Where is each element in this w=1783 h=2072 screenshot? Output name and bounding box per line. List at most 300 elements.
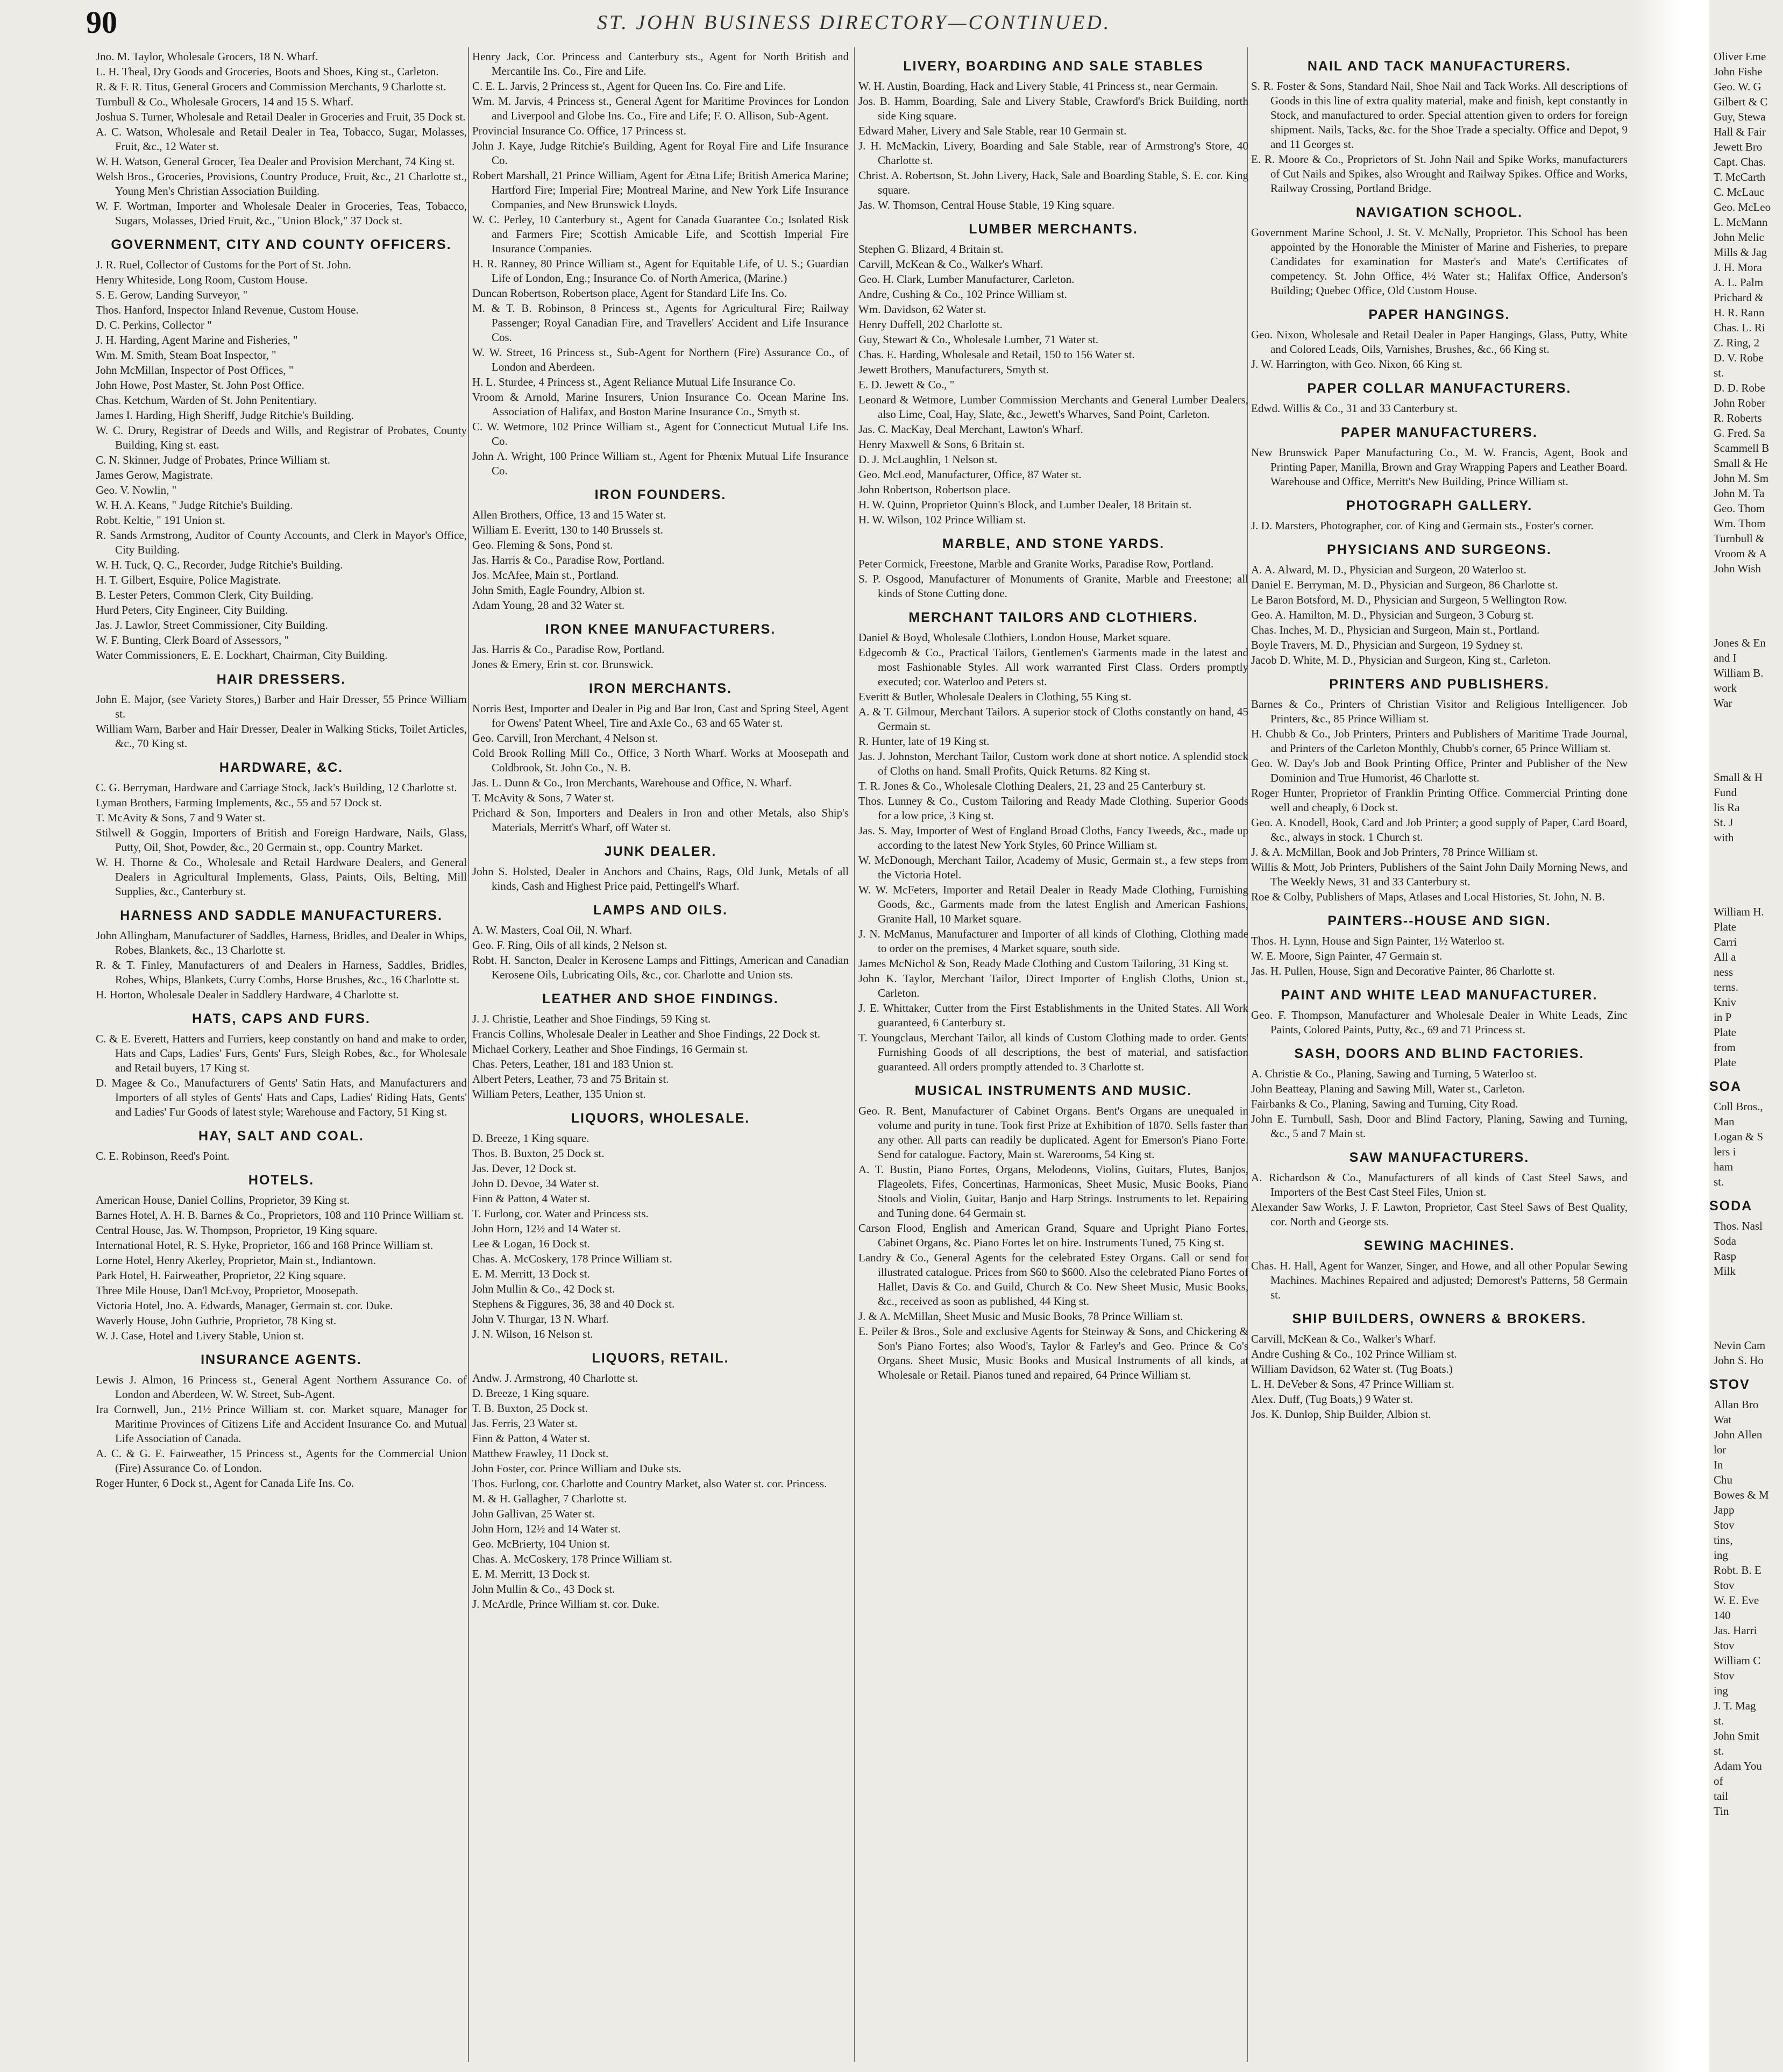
directory-entry: John V. Thurgar, 13 N. Wharf. bbox=[472, 1312, 609, 1325]
directory-entry: lers i bbox=[1714, 1145, 1736, 1158]
directory-entry: Man bbox=[1714, 1115, 1735, 1128]
directory-entry: Turnbull & Co., Wholesale Grocers, 14 and 15 S. Wharf. bbox=[96, 95, 354, 108]
directory-entry: Chu bbox=[1714, 1473, 1733, 1486]
directory-entry: Fairbanks & Co., Planing, Sawing and Turning, City Road. bbox=[1251, 1097, 1518, 1110]
directory-entry: C. E. Robinson, Reed's Point. bbox=[96, 1149, 230, 1162]
directory-entry: W. H. Thorne & Co., Wholesale and Retail Hardware Dealers, and General Dealers in Agricultural Implements, Glass, Paints, Oils, Belting, Mill Supplies, &c., Canterbury st. bbox=[96, 856, 467, 898]
directory-entry: Alexander Saw Works, J. F. Lawton, Proprietor, Cast Steel Saws of Best Quality, cor. North and George sts. bbox=[1251, 1201, 1628, 1228]
directory-entry: Chas. H. Hall, Agent for Wanzer, Singer, and Howe, and all other Popular Sewing Machines. Machines Repaired and adjusted; Demorest's Patterns, 58 Germain st. bbox=[1251, 1259, 1628, 1301]
directory-entry: D. Breeze, 1 King square. bbox=[472, 1132, 589, 1145]
section-heading: SASH, DOORS AND BLIND FACTORIES. bbox=[1294, 1046, 1585, 1061]
directory-entry: Duncan Robertson, Robertson place, Agent for Standard Life Ins. Co. bbox=[472, 287, 787, 300]
directory-entry: Leonard & Wetmore, Lumber Commission Merchants and General Lumber Dealers, also Lime, Coal, Hay, Slate, &c., Jewett's Wharves, Sand Point, Carleton. bbox=[858, 393, 1248, 421]
directory-entry: Chas. L. Ri bbox=[1714, 321, 1765, 334]
directory-entry: John K. Taylor, Merchant Tailor, Direct Importer of English Cloths, Union st., Carleton. bbox=[858, 972, 1248, 999]
directory-entry: W. J. Case, Hotel and Livery Stable, Union st. bbox=[96, 1329, 304, 1342]
directory-entry: Lee & Logan, 16 Dock st. bbox=[472, 1237, 590, 1250]
directory-entry: Allan Bro bbox=[1714, 1398, 1759, 1411]
column-2 bbox=[472, 49, 849, 2061]
section-heading: IRON MERCHANTS. bbox=[588, 681, 733, 696]
section-heading: IRON FOUNDERS. bbox=[594, 487, 727, 502]
directory-entry: st. bbox=[1714, 1744, 1724, 1757]
section-heading: LIVERY, BOARDING AND SALE STABLES bbox=[903, 59, 1204, 74]
directory-entry: Daniel & Boyd, Wholesale Clothiers, London House, Market square. bbox=[858, 631, 1171, 644]
directory-entry: A. T. Bustin, Piano Fortes, Organs, Melodeons, Violins, Guitars, Flutes, Banjos, Flageolets, Fifes, Concertinas, Harmonicas, Sheet Music, Music Books, Piano Stools and Violin, Guitar, Banjo and Harp Strings. Instruments to let. Repairing and Tuning done. 64 Germain st. bbox=[858, 1163, 1248, 1219]
directory-entry: R. Hunter, late of 19 King st. bbox=[858, 735, 990, 748]
section-heading: LIQUORS, WHOLESALE. bbox=[571, 1111, 750, 1126]
section-heading: PAINTERS--HOUSE AND SIGN. bbox=[1327, 913, 1551, 928]
directory-entry: Thos. Lunney & Co., Custom Tailoring and Ready Made Clothing. Superior Goods for a low price, 3 King st. bbox=[858, 794, 1248, 822]
directory-entry: Wat bbox=[1714, 1413, 1732, 1426]
directory-entry: H. W. Wilson, 102 Prince William st. bbox=[858, 513, 1026, 526]
directory-entry: Lyman Brothers, Farming Implements, &c., 55 and 57 Dock st. bbox=[96, 796, 382, 809]
directory-entry: John E. Turnbull, Sash, Door and Blind Factory, Planing, Sawing and Turning, &c., 5 and 7 Main st. bbox=[1251, 1112, 1628, 1140]
directory-entry: W. McDonough, Merchant Tailor, Academy of Music, Germain st., a few steps from the Victoria Hotel. bbox=[858, 854, 1248, 881]
directory-entry: ing bbox=[1714, 1549, 1728, 1562]
directory-entry: Chas. Inches, M. D., Physician and Surgeon, Main st., Portland. bbox=[1251, 623, 1540, 636]
directory-entry: William C bbox=[1714, 1654, 1761, 1667]
directory-entry: R. & T. Finley, Manufacturers of and Dealers in Harness, Saddles, Bridles, Robes, Whips, Blankets, Curry Combs, Horse Brushes, &c., 16 Charlotte st. bbox=[96, 959, 467, 986]
directory-entry: Thos. B. Buxton, 25 Dock st. bbox=[472, 1147, 605, 1160]
directory-entry: Thos. Hanford, Inspector Inland Revenue, Custom House. bbox=[96, 303, 359, 316]
directory-entry: A. C. & G. E. Fairweather, 15 Princess st., Agents for the Commercial Union (Fire) Assurance Co. of London. bbox=[96, 1447, 467, 1474]
directory-entry: H. R. Rann bbox=[1714, 306, 1765, 319]
directory-entry: A. W. Masters, Coal Oil, N. Wharf. bbox=[472, 924, 633, 936]
directory-entry: Guy, Stewart & Co., Wholesale Lumber, 71 Water st. bbox=[858, 333, 1099, 346]
directory-entry: Capt. Chas. bbox=[1714, 155, 1766, 168]
directory-entry: T. Furlong, cor. Water and Princess sts. bbox=[472, 1207, 649, 1220]
directory-entry: terns. bbox=[1714, 981, 1739, 994]
directory-entry: In bbox=[1714, 1458, 1723, 1471]
directory-entry: John Rober bbox=[1714, 396, 1766, 409]
section-heading: PAINT AND WHITE LEAD MANUFACTURER. bbox=[1281, 988, 1598, 1003]
directory-entry: John Howe, Post Master, St. John Post Office. bbox=[96, 379, 304, 392]
directory-entry: Geo. McBrierty, 104 Union st. bbox=[472, 1537, 610, 1550]
directory-entry: Jas. Harris & Co., Paradise Row, Portland. bbox=[472, 554, 665, 566]
directory-entry: E. Peiler & Bros., Sole and exclusive Agents for Steinway & Sons, and Chickering & Son's Piano Fortes; also Wood's, Taylor & Farley's and Geo. Prince & Co's Organs. Sheet Music, Music Books and Musical Instruments of all kinds, at Wholesale or Retail. Pianos tuned and repaired, 64 Prince William st. bbox=[858, 1325, 1248, 1381]
section-heading: HARNESS AND SADDLE MANUFACTURERS. bbox=[120, 908, 443, 923]
directory-entry: Wm. Davidson, 62 Water st. bbox=[858, 303, 986, 316]
section-heading: PAPER COLLAR MANUFACTURERS. bbox=[1307, 381, 1572, 396]
directory-entry: Hurd Peters, City Engineer, City Building. bbox=[96, 604, 288, 616]
section-heading: HOTELS. bbox=[248, 1173, 315, 1188]
directory-entry: A. Richardson & Co., Manufacturers of all kinds of Cast Steel Saws, and Importers of the Best Cast Steel Files, Union st. bbox=[1251, 1171, 1628, 1198]
directory-entry: H. Chubb & Co., Job Printers, Printers and Publishers of Maritime Trade Journal, and Printers of the Carleton Monthly, Chubb's corner, 65 Prince William st. bbox=[1251, 727, 1628, 755]
directory-entry: Michael Corkery, Leather and Shoe Findings, 16 Germain st. bbox=[472, 1042, 748, 1055]
column-4 bbox=[1251, 49, 1628, 2061]
directory-entry: Geo. Carvill, Iron Merchant, 4 Nelson st. bbox=[472, 732, 658, 744]
directory-entry: Waverly House, John Guthrie, Proprietor, 78 King st. bbox=[96, 1314, 337, 1327]
directory-entry: Japp bbox=[1714, 1503, 1735, 1516]
directory-entry: James I. Harding, High Sheriff, Judge Ritchie's Building. bbox=[96, 409, 354, 422]
directory-entry: J. T. Mag bbox=[1714, 1699, 1756, 1712]
directory-entry: Bowes & M bbox=[1714, 1488, 1769, 1501]
section-heading: HAIR DRESSERS. bbox=[216, 672, 346, 687]
directory-entry: W. H. Watson, General Grocer, Tea Dealer and Provision Merchant, 74 King st. bbox=[96, 155, 455, 168]
directory-entry: S. R. Foster & Sons, Standard Nail, Shoe Nail and Tack Works. All descriptions of Goods in this line of extra quality material, make and finish, kept constantly in Stock, and manufactured to order. Special attention given to orders for foreign shipment. Nails, Tacks, &c. for the Shoe Trade a specialty. Office and Depot, 9 and 11 Georges st. bbox=[1251, 80, 1628, 151]
running-head: ST. JOHN BUSINESS DIRECTORY—CONTINUED. bbox=[597, 11, 1111, 34]
column-rule bbox=[854, 47, 855, 2062]
directory-entry: J. E. Whittaker, Cutter from the First Establishments in the United States. All Work guaranteed, 6 Canterbury st. bbox=[858, 1002, 1248, 1029]
directory-entry: L. H. DeVeber & Sons, 47 Prince William st. bbox=[1251, 1378, 1454, 1390]
directory-entry: Geo. H. Clark, Lumber Manufacturer, Carleton. bbox=[858, 273, 1075, 286]
directory-entry: Edwd. Willis & Co., 31 and 33 Canterbury st. bbox=[1251, 402, 1458, 415]
directory-entry: Three Mile House, Dan'l McEvoy, Proprietor, Moosepath. bbox=[96, 1284, 358, 1297]
directory-entry: T. B. Buxton, 25 Dock st. bbox=[472, 1402, 588, 1415]
directory-entry: Plate bbox=[1714, 920, 1736, 933]
directory-entry: Mills & Jag bbox=[1714, 246, 1767, 259]
directory-entry: American House, Daniel Collins, Proprietor, 39 King st. bbox=[96, 1194, 350, 1207]
directory-entry: Welsh Bros., Groceries, Provisions, Country Produce, Fruit, &c., 21 Charlotte st., Young Men's Christian Association Building. bbox=[96, 170, 467, 197]
directory-entry: J. W. Harrington, with Geo. Nixon, 66 King st. bbox=[1251, 358, 1463, 371]
directory-entry: W. F. Wortman, Importer and Wholesale Dealer in Groceries, Teas, Tobacco, Sugars, Molasses, Dried Fruit, &c., "Union Block," 37 Dock st. bbox=[96, 200, 467, 227]
directory-entry: H. W. Quinn, Proprietor Quinn's Block, and Lumber Dealer, 18 Britain st. bbox=[858, 498, 1192, 511]
directory-entry: Chas. A. McCoskery, 178 Prince William st. bbox=[472, 1252, 672, 1265]
directory-entry: Stov bbox=[1714, 1579, 1735, 1592]
section-heading: LUMBER MERCHANTS. bbox=[969, 222, 1138, 237]
directory-entry: D. C. Perkins, Collector " bbox=[96, 318, 212, 331]
directory-entry: Jacob D. White, M. D., Physician and Surgeon, King st., Carleton. bbox=[1251, 654, 1551, 666]
directory-entry: Adam Young, 28 and 32 Water st. bbox=[472, 599, 625, 612]
directory-entry: Thos. H. Lynn, House and Sign Painter, 1½ Waterloo st. bbox=[1251, 934, 1505, 947]
directory-entry: 140 bbox=[1714, 1609, 1731, 1622]
spacer bbox=[1709, 711, 1783, 770]
spacer bbox=[1709, 1279, 1783, 1338]
column-1 bbox=[96, 49, 467, 2061]
directory-entry: H. R. Ranney, 80 Prince William st., Agent for Equitable Life, of U. S.; Guardian Life of London, Eng.; Insurance Co. of North America, (Marine.) bbox=[472, 257, 849, 285]
directory-entry: A. Christie & Co., Planing, Sawing and Turning, 5 Waterloo st. bbox=[1251, 1067, 1537, 1080]
directory-entry: W. W. Street, 16 Princess st., Sub-Agent for Northern (Fire) Assurance Co., of London and Aberdeen. bbox=[472, 346, 849, 373]
directory-entry: C. W. Wetmore, 102 Prince William st., Agent for Connecticut Mutual Life Ins. Co. bbox=[472, 420, 849, 448]
section-heading: MERCHANT TAILORS AND CLOTHIERS. bbox=[908, 610, 1198, 625]
directory-entry: John J. Kaye, Judge Ritchie's Building, Agent for Royal Fire and Life Insurance Co. bbox=[472, 139, 849, 167]
directory-entry: Barnes Hotel, A. H. B. Barnes & Co., Proprietors, 108 and 110 Prince William st. bbox=[96, 1209, 464, 1222]
directory-entry: R. Sands Armstrong, Auditor of County Accounts, and Clerk in Mayor's Office, City Building. bbox=[96, 529, 467, 556]
directory-entry: lor bbox=[1714, 1443, 1727, 1456]
directory-entry: Rasp bbox=[1714, 1250, 1736, 1262]
directory-entry: Soda bbox=[1714, 1234, 1736, 1247]
directory-entry: Lewis J. Almon, 16 Princess st., General Agent Northern Assurance Co. of London and Aberdeen, W. W. Street, Sub-Agent. bbox=[96, 1373, 467, 1401]
directory-entry: International Hotel, R. S. Hyke, Proprietor, 166 and 168 Prince William st. bbox=[96, 1239, 434, 1252]
directory-entry: st. bbox=[1714, 1714, 1724, 1727]
directory-entry: Jewett Brothers, Manufacturers, Smyth st. bbox=[858, 363, 1049, 376]
directory-entry: Everitt & Butler, Wholesale Dealers in Clothing, 55 King st. bbox=[858, 690, 1132, 703]
directory-entry: in P bbox=[1714, 1011, 1732, 1024]
directory-entry: Barnes & Co., Printers of Christian Visitor and Religious Intelligencer. Job Printers, &c., 85 Prince William st. bbox=[1251, 698, 1628, 725]
directory-entry: Roger Hunter, Proprietor of Franklin Printing Office. Commercial Printing done well and cheaply, 6 Dock st. bbox=[1251, 786, 1628, 814]
directory-entry: All a bbox=[1714, 950, 1736, 963]
directory-entry: D. Magee & Co., Manufacturers of Gents' Satin Hats, and Manufacturers and Importers of all styles of Gents' Hats and Caps, Ladies' Riding Hats, Gents' and Ladies' Fur Goods of latest style; Warehouse and Factory, 51 King st. bbox=[96, 1076, 467, 1118]
directory-entry: Stephens & Figgures, 36, 38 and 40 Dock st. bbox=[472, 1297, 675, 1310]
directory-entry: C. E. L. Jarvis, 2 Princess st., Agent for Queen Ins. Co. Fire and Life. bbox=[472, 80, 786, 93]
directory-entry: Geo. Fleming & Sons, Pond st. bbox=[472, 538, 613, 551]
directory-entry: and I bbox=[1714, 651, 1737, 664]
directory-entry: James McNichol & Son, Ready Made Clothing and Custom Tailoring, 31 King st. bbox=[858, 957, 1229, 970]
directory-entry: John Fishe bbox=[1714, 65, 1763, 78]
directory-entry: John A. Wright, 100 Prince William st., Agent for Phœnix Mutual Life Insurance Co. bbox=[472, 450, 849, 477]
column-5-facing-page bbox=[1709, 49, 1783, 2061]
directory-entry: J. N. McManus, Manufacturer and Importer of all kinds of Clothing, Clothing made to order on the premises, 4 Market square, south side. bbox=[858, 927, 1248, 955]
directory-entry: S. P. Osgood, Manufacturer of Monuments of Granite, Marble and Freestone; all kinds of Stone Cutting done. bbox=[858, 572, 1248, 600]
directory-entry: Coll Bros., bbox=[1714, 1100, 1763, 1113]
section-heading: NAVIGATION SCHOOL. bbox=[1355, 205, 1523, 220]
directory-entry: Vroom & A bbox=[1714, 547, 1767, 560]
directory-entry: Carson Flood, English and American Grand, Square and Upright Piano Fortes, Cabinet Organs, &c. Piano Fortes let on hire. Instruments Tuned, 75 King st. bbox=[858, 1222, 1248, 1249]
directory-entry: New Brunswick Paper Manufacturing Co., M. W. Francis, Agent, Book and Printing Paper, Manilla, Brown and Gray Wrapping Papers and Leather Board. Warehouse and Office, Merritt's New Building, Prince William st. bbox=[1251, 446, 1628, 488]
directory-entry: Jas. Ferris, 23 Water st. bbox=[472, 1417, 578, 1430]
page-gutter bbox=[1635, 0, 1709, 2072]
directory-entry: Provincial Insurance Co. Office, 17 Princess st. bbox=[472, 124, 686, 137]
directory-entry: Geo. McLeo bbox=[1714, 201, 1771, 214]
directory-entry: D. D. Robe bbox=[1714, 381, 1765, 394]
directory-entry: Andre Cushing & Co., 102 Prince William st. bbox=[1251, 1347, 1457, 1360]
directory-entry: W. C. Drury, Registrar of Deeds and Wills, and Registrar of Probates, County Building, King st. east. bbox=[96, 424, 467, 451]
directory-entry: L. McMann bbox=[1714, 216, 1768, 229]
directory-entry: John M. Ta bbox=[1714, 487, 1765, 500]
section-heading: SEWING MACHINES. bbox=[1363, 1238, 1515, 1253]
directory-entry: J. H. McMackin, Livery, Boarding and Sale Stable, rear of Armstrong's Store, 40 Charlotte st. bbox=[858, 139, 1248, 167]
directory-entry: S. E. Gerow, Landing Surveyor, " bbox=[96, 288, 248, 301]
directory-entry: Peter Cormick, Freestone, Marble and Granite Works, Paradise Row, Portland. bbox=[858, 557, 1214, 570]
directory-entry: st. bbox=[1714, 1175, 1724, 1188]
directory-entry: Albert Peters, Leather, 73 and 75 Britain st. bbox=[472, 1073, 669, 1085]
directory-entry: Norris Best, Importer and Dealer in Pig and Bar Iron, Cast and Spring Steel, Agent for Owens' Patent Wheel, Tire and Axle Co., 63 and 65 Water st. bbox=[472, 702, 849, 729]
directory-entry: T. McAvity & Sons, 7 Water st. bbox=[472, 791, 614, 804]
directory-entry: Chas. Peters, Leather, 181 and 183 Union st. bbox=[472, 1058, 674, 1070]
directory-entry: Prichard & Son, Importers and Dealers in Iron and other Metals, also Ship's Materials, Merritt's Wharf, off Water st. bbox=[472, 806, 849, 834]
directory-entry: J. J. Christie, Leather and Shoe Findings, 59 King st. bbox=[472, 1012, 711, 1025]
directory-entry: Jas. Harris & Co., Paradise Row, Portland. bbox=[472, 643, 665, 656]
directory-entry: Vroom & Arnold, Marine Insurers, Union Insurance Co. Ocean Marine Ins. Association of Halifax, and Boston Marine Insurance Co., Smyth st. bbox=[472, 391, 849, 418]
directory-entry: Lorne Hotel, Henry Akerley, Proprietor, Main st., Indiantown. bbox=[96, 1254, 376, 1267]
directory-entry: Geo. W. G bbox=[1714, 80, 1761, 93]
directory-entry: Chas. A. McCoskery, 178 Prince William st. bbox=[472, 1552, 672, 1565]
section-heading: PAPER HANGINGS. bbox=[1368, 307, 1510, 322]
directory-entry: W. F. Bunting, Clerk Board of Assessors, " bbox=[96, 634, 289, 647]
directory-entry: John Robertson, Robertson place. bbox=[858, 483, 1011, 496]
directory-entry: John Smit bbox=[1714, 1729, 1759, 1742]
directory-entry: A. A. Alward, M. D., Physician and Surgeon, 20 Waterloo st. bbox=[1251, 563, 1526, 576]
directory-entry: Jas. Harri bbox=[1714, 1624, 1757, 1637]
directory-entry: Stilwell & Goggin, Importers of British and Foreign Hardware, Nails, Glass, Putty, Oil, Shot, Powder, &c., 20 Germain st., opp. Country Market. bbox=[96, 826, 467, 854]
directory-entry: tail bbox=[1714, 1790, 1728, 1803]
directory-entry: Carri bbox=[1714, 935, 1737, 948]
directory-entry: Matthew Frawley, 11 Dock st. bbox=[472, 1447, 609, 1460]
directory-entry: Henry Jack, Cor. Princess and Canterbury sts., Agent for North British and Mercantile Ins. Co., Fire and Life. bbox=[472, 50, 849, 77]
section-heading: SOA bbox=[1709, 1079, 1742, 1094]
directory-entry: D. J. McLaughlin, 1 Nelson st. bbox=[858, 453, 998, 466]
directory-entry: Daniel E. Berryman, M. D., Physician and Surgeon, 86 Charlotte st. bbox=[1251, 578, 1558, 591]
directory-entry: L. H. Theal, Dry Goods and Groceries, Boots and Shoes, King st., Carleton. bbox=[96, 65, 439, 78]
section-heading: GOVERNMENT, CITY AND COUNTY OFFICERS. bbox=[111, 237, 452, 252]
directory-entry: lis Ra bbox=[1714, 801, 1740, 814]
directory-entry: T. McCarth bbox=[1714, 171, 1766, 183]
directory-entry: T. Youngclaus, Merchant Tailor, all kinds of Custom Clothing made to order. Gents' Furnishing Goods of all descriptions, the best of material, and satisfaction guaranteed. All orders promptly attended to. 3 Charlotte st. bbox=[858, 1031, 1248, 1073]
directory-entry: Le Baron Botsford, M. D., Physician and Surgeon, 5 Wellington Row. bbox=[1251, 593, 1567, 606]
directory-entry: Central House, Jas. W. Thompson, Proprietor, 19 King square. bbox=[96, 1224, 378, 1237]
directory-entry: Ira Cornwell, Jun., 21½ Prince William st. cor. Market square, Manager for Maritime Provinces of Citizens Life and Accident Insurance Co. and Mutual Life Association of Canada. bbox=[96, 1403, 467, 1445]
directory-entry: Geo. V. Nowlin, " bbox=[96, 484, 177, 496]
directory-entry: John Beatteay, Planing and Sawing Mill, Water st., Carleton. bbox=[1251, 1082, 1525, 1095]
directory-entry: Jas. J. Johnston, Merchant Tailor, Custom work done at short notice. A splendid stock of Cloths on hand. Small Profits, Quick Returns. 82 King st. bbox=[858, 750, 1248, 777]
directory-entry: H. Horton, Wholesale Dealer in Saddlery Hardware, 4 Charlotte st. bbox=[96, 988, 399, 1001]
directory-entry: John Mullin & Co., 43 Dock st. bbox=[472, 1583, 615, 1595]
directory-entry: Jewett Bro bbox=[1714, 140, 1763, 153]
directory-entry: John Melic bbox=[1714, 231, 1764, 244]
directory-entry: C. & E. Everett, Hatters and Furriers, keep constantly on hand and make to order, Hats and Caps, Ladies' Furs, Gents' Furs, Sleigh Robes, &c., for Wholesale and Retail buyers, 17 King st. bbox=[96, 1032, 467, 1074]
directory-entry: Henry Maxwell & Sons, 6 Britain st. bbox=[858, 438, 1025, 451]
directory-entry: Stephen G. Blizard, 4 Britain st. bbox=[858, 243, 1004, 256]
directory-entry: Jas. H. Pullen, House, Sign and Decorative Painter, 86 Charlotte st. bbox=[1251, 964, 1555, 977]
directory-entry: Thos. Furlong, cor. Charlotte and Country Market, also Water st. cor. Princess. bbox=[472, 1477, 827, 1490]
section-heading: LEATHER AND SHOE FINDINGS. bbox=[542, 991, 779, 1006]
directory-entry: Cold Brook Rolling Mill Co., Office, 3 North Wharf. Works at Moosepath and Coldbrook, St. John Co., N. B. bbox=[472, 747, 849, 774]
directory-entry: Robt. B. E bbox=[1714, 1564, 1761, 1577]
directory-entry: E. M. Merritt, 13 Dock st. bbox=[472, 1567, 590, 1580]
directory-entry: of bbox=[1714, 1775, 1723, 1787]
directory-entry: W. E. Eve bbox=[1714, 1594, 1759, 1607]
section-heading: STOV bbox=[1709, 1377, 1750, 1392]
section-heading: MARBLE, AND STONE YARDS. bbox=[942, 536, 1165, 551]
directory-entry: E. M. Merritt, 13 Dock st. bbox=[472, 1267, 590, 1280]
directory-entry: William H. bbox=[1714, 905, 1764, 918]
directory-entry: J. N. Wilson, 16 Nelson st. bbox=[472, 1328, 593, 1340]
directory-entry: W. H. Austin, Boarding, Hack and Livery Stable, 41 Princess st., near Germain. bbox=[858, 80, 1218, 93]
directory-entry: Kniv bbox=[1714, 996, 1736, 1009]
section-heading: PAPER MANUFACTURERS. bbox=[1341, 425, 1538, 440]
directory-entry: Jones & Emery, Erin st. cor. Brunswick. bbox=[472, 658, 653, 671]
directory-entry: W. H. A. Keans, " Judge Ritchie's Building. bbox=[96, 499, 293, 512]
directory-entry: Joshua S. Turner, Wholesale and Retail Dealer in Groceries and Fruit, 35 Dock st. bbox=[96, 110, 466, 123]
directory-entry: W. E. Moore, Sign Painter, 47 Germain st. bbox=[1251, 949, 1443, 962]
directory-entry: John S. Ho bbox=[1714, 1354, 1764, 1367]
directory-entry: William B. bbox=[1714, 666, 1764, 679]
directory-entry: Jones & En bbox=[1714, 636, 1766, 649]
directory-entry: J. McArdle, Prince William st. cor. Duke. bbox=[472, 1598, 660, 1610]
directory-entry: J. & A. McMillan, Sheet Music and Music Books, 78 Prince William st. bbox=[858, 1310, 1183, 1323]
directory-entry: R. & F. R. Titus, General Grocers and Commission Merchants, 9 Charlotte st. bbox=[96, 80, 446, 93]
directory-entry: Turnbull & bbox=[1714, 532, 1765, 545]
directory-entry: Victoria Hotel, Jno. A. Edwards, Manager, Germain st. cor. Duke. bbox=[96, 1299, 393, 1312]
directory-entry: John Wish bbox=[1714, 562, 1761, 575]
directory-entry: Jas. W. Thomson, Central House Stable, 19 King square. bbox=[858, 198, 1115, 211]
directory-entry: John Mullin & Co., 42 Dock st. bbox=[472, 1282, 615, 1295]
directory-entry: Guy, Stewa bbox=[1714, 110, 1766, 123]
directory-entry: Jos. K. Dunlop, Ship Builder, Albion st. bbox=[1251, 1408, 1431, 1421]
directory-entry: William Davidson, 62 Water st. (Tug Boats.) bbox=[1251, 1363, 1453, 1375]
directory-entry: John Smith, Eagle Foundry, Albion st. bbox=[472, 584, 645, 597]
directory-entry: Chas. E. Harding, Wholesale and Retail, 150 to 156 Water st. bbox=[858, 348, 1135, 361]
page-header bbox=[81, 4, 1694, 40]
directory-entry: T. R. Jones & Co., Wholesale Clothing Dealers, 21, 23 and 25 Canterbury st. bbox=[858, 779, 1206, 792]
section-heading: SAW MANUFACTURERS. bbox=[1349, 1150, 1530, 1165]
directory-entry: Geo. A. Knodell, Book, Card and Job Printer; a good supply of Paper, Card Board, &c., always in stock. 1 Church st. bbox=[1251, 816, 1628, 843]
directory-entry: St. J bbox=[1714, 816, 1734, 829]
section-heading: HAY, SALT AND COAL. bbox=[198, 1129, 364, 1144]
directory-entry: John Gallivan, 25 Water st. bbox=[472, 1507, 595, 1520]
directory-entry: Stov bbox=[1714, 1639, 1735, 1652]
directory-entry: Milk bbox=[1714, 1265, 1736, 1278]
directory-entry: E. R. Moore & Co., Proprietors of St. John Nail and Spike Works, manufacturers of Cut Nails and Spikes, also Wrought and Railway Spikes. Office and Works, Railway Crossing, Portland Bridge. bbox=[1251, 153, 1628, 195]
directory-entry: Government Marine School, J. St. V. McNally, Proprietor. This School has been appointed by the Honorable the Minister of Marine and Fisheries, to prepare Candidates for examination for Master's and Mate's Certificates of competency. St. John Office, 4½ Water st.; Halifax Office, Anderson's Building; Quebec Office, Old Custom House. bbox=[1251, 226, 1628, 297]
spacer bbox=[1709, 577, 1783, 636]
directory-entry: W. H. Tuck, Q. C., Recorder, Judge Ritchie's Building. bbox=[96, 558, 343, 571]
directory-entry: D. V. Robe bbox=[1714, 351, 1764, 364]
directory-entry: Plate bbox=[1714, 1056, 1736, 1069]
directory-entry: G. Fred. Sa bbox=[1714, 427, 1765, 439]
directory-entry: John Allingham, Manufacturer of Saddles, Harness, Bridles, and Dealer in Whips, Robes, Blankets, &c., 13 Charlotte st. bbox=[96, 929, 467, 956]
directory-entry: Christ. A. Robertson, St. John Livery, Hack, Sale and Boarding Stable, S. E. cor. King square. bbox=[858, 169, 1248, 196]
directory-entry: with bbox=[1714, 831, 1734, 844]
directory-entry: Finn & Patton, 4 Water st. bbox=[472, 1432, 591, 1445]
directory-entry: Thos. Nasl bbox=[1714, 1219, 1763, 1232]
directory-entry: Henry Whiteside, Long Room, Custom House. bbox=[96, 273, 308, 286]
directory-entry: W. W. McFeters, Importer and Retail Dealer in Ready Made Clothing, Furnishing Goods, &c., Garments made from the latest English and American Fashions, Granite Hall, 10 Market square. bbox=[858, 883, 1248, 925]
directory-entry: Fund bbox=[1714, 786, 1737, 799]
directory-entry: Hall & Fair bbox=[1714, 125, 1766, 138]
directory-entry: R. Roberts bbox=[1714, 411, 1762, 424]
directory-entry: Alex. Duff, (Tug Boats,) 9 Water st. bbox=[1251, 1393, 1413, 1406]
directory-entry: W. C. Perley, 10 Canterbury st., Agent for Canada Guarantee Co.; Isolated Risk and Farmers Fire; Scottish Amicable Life, and Scottish Imperial Fire Insurance Companies. bbox=[472, 213, 849, 255]
directory-entry: John McMillan, Inspector of Post Offices, " bbox=[96, 364, 294, 377]
section-heading: NAIL AND TACK MANUFACTURERS. bbox=[1307, 59, 1572, 74]
directory-entry: C. G. Berryman, Hardware and Carriage Stock, Jack's Building, 12 Charlotte st. bbox=[96, 781, 457, 794]
directory-entry: Edward Maher, Livery and Sale Stable, rear 10 Germain st. bbox=[858, 124, 1127, 137]
section-heading: SODA bbox=[1709, 1198, 1753, 1214]
directory-entry: work bbox=[1714, 682, 1737, 694]
directory-entry: J. R. Ruel, Collector of Customs for the Port of St. John. bbox=[96, 258, 351, 271]
directory-entry: J. & A. McMillan, Book and Job Printers, 78 Prince William st. bbox=[1251, 846, 1538, 858]
directory-entry: Tin bbox=[1714, 1805, 1729, 1818]
directory-entry: Wm. Thom bbox=[1714, 517, 1766, 530]
directory-entry: ing bbox=[1714, 1684, 1728, 1697]
directory-entry: Nevin Cam bbox=[1714, 1339, 1766, 1352]
directory-entry: ness bbox=[1714, 966, 1734, 978]
directory-entry: Geo. Thom bbox=[1714, 502, 1765, 515]
directory-entry: E. D. Jewett & Co., " bbox=[858, 378, 955, 391]
spacer bbox=[1709, 846, 1783, 905]
directory-entry: Jas. C. MacKay, Deal Merchant, Lawton's Wharf. bbox=[858, 423, 1083, 436]
section-heading: PHYSICIANS AND SURGEONS. bbox=[1327, 542, 1552, 557]
section-heading: MUSICAL INSTRUMENTS AND MUSIC. bbox=[914, 1083, 1192, 1098]
directory-entry: War bbox=[1714, 697, 1732, 709]
directory-entry: John Horn, 12½ and 14 Water st. bbox=[472, 1222, 621, 1235]
directory-entry: Geo. F. Thompson, Manufacturer and Wholesale Dealer in White Leads, Zinc Paints, Colored Paints, Putty, &c., 69 and 71 Princess st. bbox=[1251, 1009, 1628, 1036]
directory-entry: Adam You bbox=[1714, 1759, 1762, 1772]
directory-entry: H. L. Sturdee, 4 Princess st., Agent Reliance Mutual Life Insurance Co. bbox=[472, 375, 796, 388]
directory-entry: Andre, Cushing & Co., 102 Prince William st. bbox=[858, 288, 1067, 301]
directory-entry: William E. Everitt, 130 to 140 Brussels st. bbox=[472, 523, 663, 536]
section-heading: PHOTOGRAPH GALLERY. bbox=[1346, 498, 1533, 513]
section-heading: LIQUORS, RETAIL. bbox=[592, 1351, 729, 1366]
directory-entry: Willis & Mott, Job Printers, Publishers of the Saint John Daily Morning News, and The Weekly News, 31 and 33 Canterbury st. bbox=[1251, 861, 1628, 888]
directory-entry: Prichard & bbox=[1714, 291, 1764, 304]
directory-entry: Park Hotel, H. Fairweather, Proprietor, 22 King square. bbox=[96, 1269, 346, 1282]
directory-entry: Gilbert & C bbox=[1714, 95, 1768, 108]
directory-entry: Wm. M. Smith, Steam Boat Inspector, " bbox=[96, 349, 276, 361]
directory-entry: Robt. H. Sancton, Dealer in Kerosene Lamps and Fittings, American and Canadian Kerosene Oils, Lubricating Oils, &c., cor. Charlotte and Union sts. bbox=[472, 954, 849, 981]
directory-entry: C. McLauc bbox=[1714, 186, 1765, 198]
directory-entry: H. T. Gilbert, Esquire, Police Magistrate. bbox=[96, 573, 281, 586]
section-heading: IRON KNEE MANUFACTURERS. bbox=[545, 622, 776, 637]
directory-entry: John E. Major, (see Variety Stores,) Barber and Hair Dresser, 55 Prince William st. bbox=[96, 693, 467, 720]
directory-entry: Edgecomb & Co., Practical Tailors, Gentlemen's Garments made in the latest and most Fashionable Styles. All work warranted First Class. Orders promptly executed; cor. Waterloo and Peters st. bbox=[858, 646, 1248, 688]
directory-entry: J. H. Harding, Agent Marine and Fisheries, " bbox=[96, 333, 298, 346]
section-heading: HATS, CAPS AND FURS. bbox=[192, 1011, 371, 1026]
directory-entry: Geo. McLeod, Manufacturer, Office, 87 Water st. bbox=[858, 468, 1082, 481]
directory-entry: Geo. Nixon, Wholesale and Retail Dealer in Paper Hangings, Glass, Putty, White and Colored Leads, Oils, Varnishes, Brushes, &c., 66 King st. bbox=[1251, 328, 1628, 356]
directory-entry: John M. Sm bbox=[1714, 472, 1769, 485]
